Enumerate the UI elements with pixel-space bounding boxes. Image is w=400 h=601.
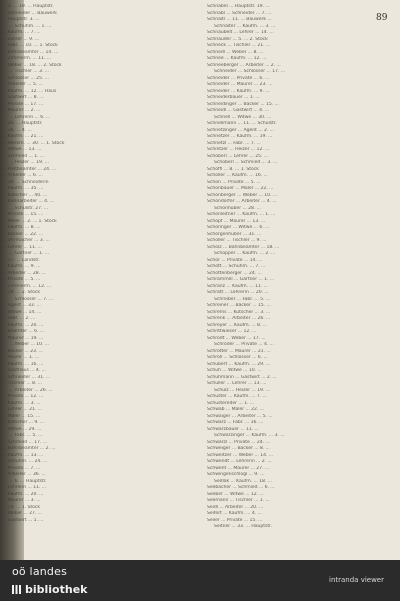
library-logo[interactable] (12, 566, 87, 597)
directory-entry: ... Kaufm. ... 21. ... (2, 134, 44, 139)
directory-entry: Schulz ... Heizer ... 19. ... (214, 387, 270, 393)
directory-entry: Schweitzer ... Weber ... 14. ... (207, 452, 274, 458)
directory-entry: Schratt ... Lehrerin ... 20. ... (207, 290, 269, 295)
directory-entry: ... Witwe ... 14. ... (2, 309, 42, 315)
directory-entry: Schubert ... Kaufm. ... 29. ... (207, 361, 271, 367)
directory-entry: ... Schlosser ... 25. ... (2, 75, 49, 81)
directory-entry: ... Hauptstr. 3. ... (2, 17, 40, 22)
directory-entry: ... Weber ... 10. ... (9, 342, 49, 347)
directory-entry: ... Arbeiter ... 36. ... (2, 472, 46, 477)
directory-entry: ... Private ... 15. ... (2, 212, 44, 217)
directory-entry: ... Bahnarbeiter ... 4. ... (2, 199, 55, 204)
directory-entry: Schrenk ... Arbeiter ... 26. ... (207, 316, 271, 321)
directory-entry: ... 14. ... 1. Stock (2, 504, 41, 510)
directory-entry: Schneidinger ... Bäcker ... 15. ... (207, 101, 279, 107)
directory-entry: ... Lehrer ... 21. ... (2, 407, 42, 412)
directory-entry: ... Private ... 17. ... (2, 101, 44, 107)
directory-entry: Schnedl ... Weber ... 8. ... (207, 49, 264, 55)
directory-entry: ... Maler ... 2. ... 1. Stock (2, 218, 57, 224)
directory-entry: ... Kutscher ... 9. ... (2, 420, 45, 425)
directory-entry: Schnaubelt ... Lehrer ... 14. ... (207, 30, 274, 35)
directory-entry: ... Schuhm. ... 24. ... (2, 459, 48, 464)
directory-entry: Seeber ... Witwe ... 12. ... (207, 491, 264, 497)
directory-entry: Schwingenschlögl ... 9. ... (207, 472, 265, 477)
directory-entry: ... Heizer ... 1. ... (2, 355, 39, 360)
directory-entry: Schneider ... Kaufm. ... 9. ... (207, 88, 270, 94)
directory-entry: ... Witwe ... 13. ... (2, 147, 42, 152)
directory-entry: Schwarzinger ... Kaufm. ... 3. ... (214, 433, 285, 438)
directory-entry: ... 16. ... 4. ... (2, 127, 32, 133)
directory-entry: Schnauder ... 5. ... 2. Stock (207, 36, 268, 42)
directory-entry: ... Lehrerin ... 6. ... (9, 114, 51, 120)
directory-entry: Schrems ... Kutscher ... 3. ... (207, 309, 271, 315)
directory-entry: ... Maurer ... 3. ... (2, 498, 41, 503)
directory-entry: Schröder ... Private ... 4. ... (214, 342, 274, 347)
directory-entry: Schnellmann ... 11. ... Schulstr. (207, 121, 277, 126)
directory-column-right (207, 4, 382, 531)
directory-entry: ... Kutscher ... 40. ... (2, 192, 48, 198)
directory-entry: Schöffl ... 8. ... 1. Stock (207, 166, 259, 172)
directory-entry: ... Beamter ... 6. ... (2, 329, 45, 334)
directory-entry: Schöller ... Kaufm. ... 16. ... (207, 173, 268, 178)
directory-entry: ... Lehrer ... 9. ... (2, 36, 40, 42)
directory-entry: ... Private ... 5. ... (2, 277, 41, 282)
directory-entry: Schwarz ... Fabr. ... 16. ... (207, 420, 264, 425)
directory-entry: ... Weber ... 18. ... 2. Stock (2, 62, 62, 68)
page-number: 89 (376, 13, 388, 23)
logo-text-line1: oö landes (12, 565, 68, 578)
directory-entry: ... Kaufm. ... 12. ... Haus (2, 88, 57, 94)
directory-entry: Schnetzinger ... Agent ... 2. ... (207, 127, 274, 133)
directory-entry: Schnetzl ... Fabr. ... 7. ... (207, 140, 261, 146)
directory-entry: Schnetzer ... Kaufm. ... 19. ... (207, 134, 273, 139)
directory-entry: ... Heizer ... 19. ... (9, 160, 49, 165)
directory-entry: ... Kaufm. ... 9. ... (2, 264, 41, 269)
directory-entry: Schustereder ... 1. ... (207, 400, 254, 406)
directory-entry: Schreyer ... Kaufm. ... 8. ... (207, 322, 267, 328)
directory-entry: Seebacher ... Schmied ... 6. ... (207, 485, 275, 490)
directory-entry: ... Schneider ... Bauwerk (2, 10, 57, 16)
directory-entry: Schneeberger ... Arbeiter ... 2. ... (207, 62, 281, 68)
directory-entry: ... Fabr. ... 10. ... 1. Stock (2, 43, 58, 48)
directory-entry: ... Witwe ... 29. ... (2, 426, 42, 432)
directory-entry: Schneider ... Maurer ... 23. ... (207, 82, 273, 87)
directory-entry: Schroll ... Schlosser ... 6. ... (207, 355, 268, 360)
directory-entry: Schuhmann ... Gastwirt ... 2. ... (207, 374, 277, 380)
directory-entry: ... Bahnbeamter ... 14. ... (2, 49, 59, 55)
directory-entry: Scholler ... Tischler ... 9. ... (207, 238, 267, 243)
directory-entry: Schnell ... Witwe ... 30. ... (214, 114, 272, 120)
directory-entry: ... 3. ... 19. ... Hauptstr. (2, 4, 54, 9)
directory-entry: Schön ... Private ... 5. ... (207, 179, 261, 185)
directory-entry: Schnee ... Kaufm. ... 12. ... (207, 56, 267, 61)
directory-entry: ... Bahnbeamter ... 2. ... (2, 446, 56, 451)
directory-entry: ... Schmied ... 17. ... (2, 439, 47, 445)
directory-entry: ... Schuhm. ... 1. ... (9, 23, 52, 29)
directory-entry: ... Zimmerm. ... 12. ... (2, 283, 52, 289)
viewer-footer (0, 560, 400, 601)
directory-entry: Schönhuber ... 28. ... (214, 205, 261, 211)
directory-entry: Schrötter ... Maurer ... 21. ... (207, 348, 271, 354)
directory-entry: Schnaiter ... Kaufm. ... 3. ... (214, 23, 276, 29)
directory-entry: ... Bäcker ... 22. ... (2, 231, 43, 237)
directory-entry: Schöringer ... Witwe ... 6. ... (207, 225, 270, 230)
directory-entry: Scholz ... Bahnbeamter ... 18. ... (207, 244, 280, 250)
directory-entry: ... Tischler ... 3. ... (9, 69, 49, 74)
logo-bars-icon (12, 585, 21, 594)
directory-entry: Schneidl ... Gastwirt ... 4. ... (207, 108, 270, 113)
directory-entry: ... 34. ... Schneiderin (2, 179, 49, 185)
directory-entry: ... Schlosser ... 7. ... (9, 296, 54, 302)
directory-entry: Schuster ... Kaufm. ... 7. ... (207, 394, 267, 399)
directory-entry: ... Maler ... 15. ... (2, 413, 41, 419)
directory-entry: Seemann ... Tischler ... 1. ... (207, 498, 270, 503)
directory-entry: Schönleitner ... Kaufm. ... 1. ... (207, 212, 276, 217)
directory-entry: Schopper ... Kaufm. ... 2. ... (214, 251, 276, 256)
directory-entry: Schneider ... Private ... 6. ... (207, 75, 270, 81)
directory-entry: Schwendt ... Lehrerin ... 2. ... (207, 459, 272, 464)
directory-entry: ... Weber ... 27. ... (2, 511, 42, 516)
directory-entry: Schottenberger ... 24. ... (207, 270, 262, 276)
directory-entry: Schnaitl ... 11. ... Bauwerk ... (207, 17, 272, 22)
directory-column-left (2, 4, 172, 524)
directory-entry: Schörgenhuber ... 31. ... (207, 231, 262, 237)
directory-entry: ... Arbeiter ... 5. ... (2, 82, 43, 87)
directory-entry: Schott ... Schuhm. ... 7. ... (207, 264, 266, 269)
directory-entry: ... Maurer ... 2. ... (2, 108, 41, 113)
directory-entry: ... Arbeiter ... 26. ... (9, 387, 53, 393)
directory-entry: Schöndorfer ... Arbeiter ... 4. ... (207, 199, 277, 204)
directory-entry: ... Lehrer ... 11. ... (2, 244, 42, 250)
directory-entry: ... 18. ... 2. Stock (2, 290, 41, 295)
directory-entry: Schrodt ... Weber ... 17. ... (207, 335, 266, 341)
directory-entry: ... Agent ... 33. ... (2, 303, 41, 308)
directory-entry: Schnabl ... Schneider ... 7. ... (207, 10, 272, 16)
directory-entry: ... Gärtner ... 1. ... (9, 251, 49, 256)
directory-entry: ... 17. ... Landstr. (2, 257, 40, 263)
directory-entry: ... 6. ... Hauptstr. (9, 478, 47, 484)
directory-entry: ... Fabr. ... 2. ... (2, 316, 36, 321)
directory-entry: ... Gastwirt ... 8. ... (2, 95, 44, 100)
directory-entry: ... Gastwirt ... 1. ... (2, 517, 44, 523)
directory-entry: ... Kaufm. ... 13. ... (2, 452, 44, 458)
directory-entry: Schwaiger ... Arbeiter ... 5. ... (207, 413, 273, 419)
directory-entry: Seidl ... Arbeiter ... 20. ... (207, 504, 264, 510)
directory-entry: Seitner ... 33. ... Hauptstr. (214, 524, 272, 529)
directory-entry: ... Schulstr. 27. ... (9, 205, 49, 211)
directory-entry: Schweiger ... Bäcker ... 8. ... (207, 446, 270, 451)
directory-entry: ... Schneider ... 31. ... (2, 374, 51, 380)
directory-entry: Schuller ... Lehrer ... 13. ... (207, 381, 267, 386)
directory-entry: ... Maurer ... 19. ... (2, 335, 44, 341)
directory-entry: ... Kaufm. ... 35. ... (2, 186, 44, 191)
directory-entry: ... 26. ... Hauptstr. (2, 121, 43, 126)
directory-entry: Schwent ... Maurer ... 27. ... (207, 465, 270, 471)
directory-entry: ... Kaufm. ... 20. ... (2, 322, 44, 328)
directory-entry: Schrittwieser ... 12. ... (207, 329, 257, 334)
directory-entry: ... Tischler ... 8. ... (2, 381, 42, 386)
directory-entry: Schöberl ... Schmied ... 3. ... (214, 160, 278, 165)
directory-entry: Schöpf ... Maurer ... 13. ... (207, 218, 266, 224)
directory-entry: ... Bäcker ... 23. ... (2, 348, 43, 354)
directory-entry: ... Lehrerin ... 11. ... (2, 485, 46, 490)
viewer-label: intranda viewer (329, 576, 384, 584)
directory-entry: Schneiderbauer ... 1. ... (207, 95, 260, 100)
directory-entry: Schneck ... Tischler ... 21. ... (207, 43, 271, 48)
directory-entry: ... Private ... 12. ... (2, 394, 44, 399)
directory-entry: Schor ... Private ... 14. ... (207, 257, 263, 263)
directory-entry: Schönbauer ... Maler ... 22. ... (207, 186, 274, 191)
directory-entry: Schnabel ... Hauptstr. 19. ... (207, 4, 270, 9)
directory-entry: ... Kaufm. ... 16. ... (2, 361, 44, 367)
directory-entry: Seifert ... Kaufm. ... 4. ... (207, 511, 262, 516)
directory-entry: Schranz ... Kaufm. ... 11. ... (207, 283, 268, 289)
directory-entry: ... Fabr. ... 5. ... (9, 433, 43, 438)
directory-entry: Schnitzer ... Heizer ... 12. ... (207, 147, 270, 152)
directory-entry: Schönberger ... Weber ... 10. ... (207, 192, 278, 198)
directory-entry: Seiler ... Private ... 15. ... (207, 517, 263, 523)
directory-entry: ... Kaufm. ... 3. ... (2, 400, 41, 406)
directory-entry: ... Arbeiter ... 6. ... (2, 173, 43, 178)
directory-entry: Sedlak ... Kaufm. ... 18. ... (214, 478, 272, 484)
directory-entry: Schrammel ... Gärtner ... 1. ... (207, 277, 275, 282)
directory-entry: ... Kaufm. ... 7. ... (2, 30, 41, 35)
directory-entry: Schreiner ... Bäcker ... 15. ... (207, 303, 271, 308)
directory-entry: ... Schmied ... 1. ... (2, 153, 45, 159)
directory-entry: Schwab ... Maler ... 22. ... (207, 407, 264, 412)
directory-entry: ... Kaufm. ... 20. ... (2, 491, 44, 497)
directory-entry: Schöberl ... Lehrer ... 25. ... (207, 153, 268, 159)
directory-entry: Schuh ... Witwe ... 10. ... (207, 368, 262, 373)
directory-entry: Schwarzbauer ... 11. ... (207, 426, 259, 432)
directory-entry: ... Kaufm. ... 8. ... (2, 225, 41, 230)
directory-entry: ... Private ... 7. ... (2, 465, 41, 471)
directory-entry: ... Arbeiter ... 28. ... (2, 270, 46, 276)
logo-text-line2: bibliothek (25, 583, 88, 596)
directory-entry: ... Werkm. ... 30. ... 1. Stock (2, 140, 65, 146)
directory-entry: ... Uhrmacher ... 3. ... (2, 238, 50, 243)
directory-entry: ... Postbeamter ... 24. ... (2, 166, 57, 172)
directory-entry: ... Gasthaus ... 4. ... (2, 368, 46, 373)
directory-entry: ... Zimmerm. ... 11. ... (2, 56, 52, 61)
directory-entry: Schreiber ... Fabr. ... 5. ... (214, 296, 271, 302)
directory-entry: Schneider ... Schlosser ... 17. ... (214, 69, 285, 74)
directory-entry: Schwarzl ... Private ... 24. ... (207, 439, 270, 445)
